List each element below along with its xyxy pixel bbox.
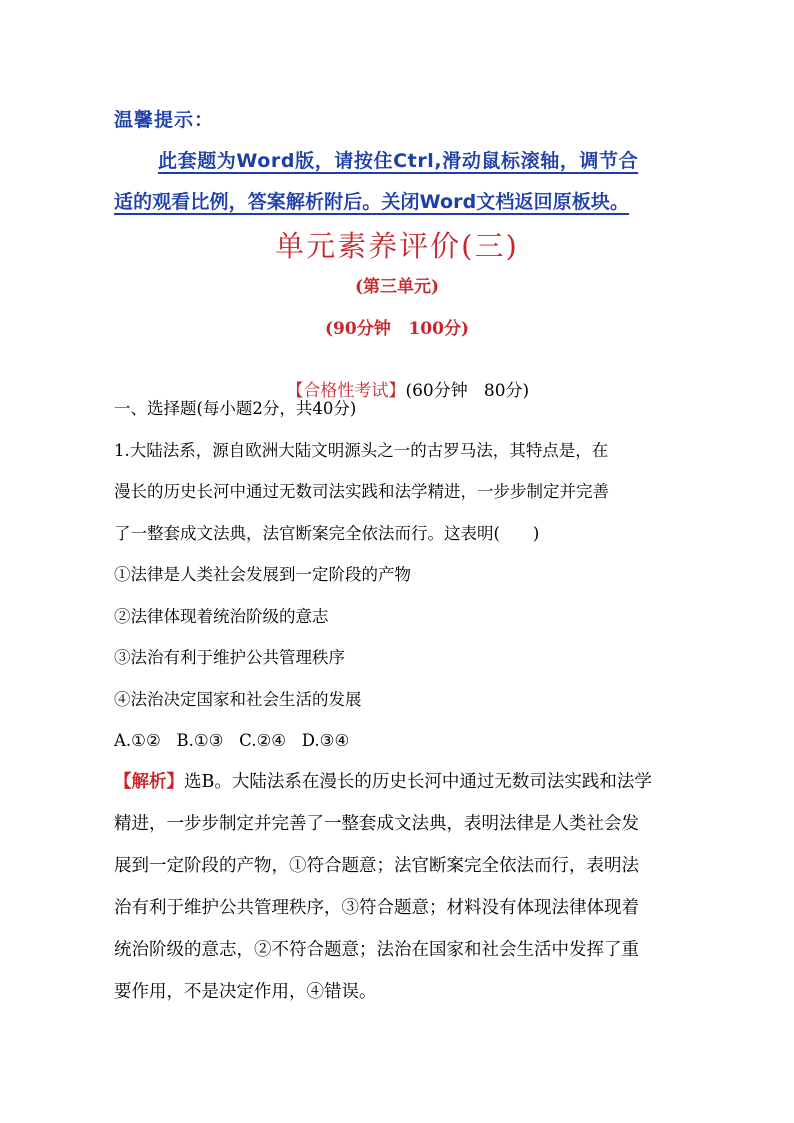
analysis-line: 展到一定阶段的产物，①符合题意；法官断案完全依法而行，表明法 bbox=[114, 856, 639, 876]
question-option: ③法治有利于维护公共管理秩序 bbox=[114, 648, 345, 667]
analysis-line: 精进，一步步制定并完善了一整套成文法典，表明法律是人类社会发 bbox=[114, 814, 639, 834]
analysis-label: 【解析】 bbox=[114, 772, 184, 792]
question-option: ①法律是人类社会发展到一定阶段的产物 bbox=[114, 565, 411, 584]
question-block bbox=[114, 388, 684, 762]
question-stem-line: 了一整套成文法典，法官断案完全依法而行。这表明( ) bbox=[114, 523, 540, 543]
section-heading: 一、选择题(每小题2分，共40分) bbox=[114, 399, 357, 418]
tip-line-2: 适的观看比例，答案解析附后。关闭Word文档返回原板块。 bbox=[114, 191, 630, 213]
question-stem-line: 1.大陆法系，源自欧洲大陆文明源头之一的古罗马法，其特点是，在 bbox=[114, 440, 609, 460]
analysis-line: 治有利于维护公共管理秩序，③符合题意；材料没有体现法律体现着 bbox=[114, 898, 639, 918]
exam-type-label: 【合格性考试】 bbox=[286, 381, 406, 401]
analysis-first-line bbox=[114, 761, 684, 803]
tip-title: 温馨提示： bbox=[114, 109, 215, 131]
question-stem-line: 漫长的历史长河中通过无数司法实践和法学精进，一步步制定并完善 bbox=[114, 482, 609, 501]
unit-subtitle: (第三单元) bbox=[354, 277, 440, 297]
analysis-text: 选B。大陆法系在漫长的历史长河中通过无数司法实践和法学 bbox=[184, 772, 652, 792]
exam-time-score: (90分钟 100分) bbox=[325, 319, 469, 339]
answer-choices: A.①② B.①③ C.②④ D.③④ bbox=[114, 731, 350, 750]
tip-line-1: 此套题为Word版，请按住Ctrl,滑动鼠标滚轴，调节合 bbox=[158, 150, 639, 172]
page-title: 单元素养评价(三) bbox=[275, 229, 519, 263]
question-option: ④法治决定国家和社会生活的发展 bbox=[114, 689, 362, 709]
analysis-line: 要作用，不是决定作用，④错误。 bbox=[114, 982, 377, 1002]
exam-type-info: (60分钟 80分) bbox=[405, 381, 530, 401]
analysis-line: 统治阶级的意志，②不符合题意；法治在国家和社会生活中发挥了重 bbox=[114, 940, 639, 960]
analysis-block bbox=[114, 761, 684, 1013]
question-option: ②法律体现着统治阶级的意志 bbox=[114, 606, 329, 626]
